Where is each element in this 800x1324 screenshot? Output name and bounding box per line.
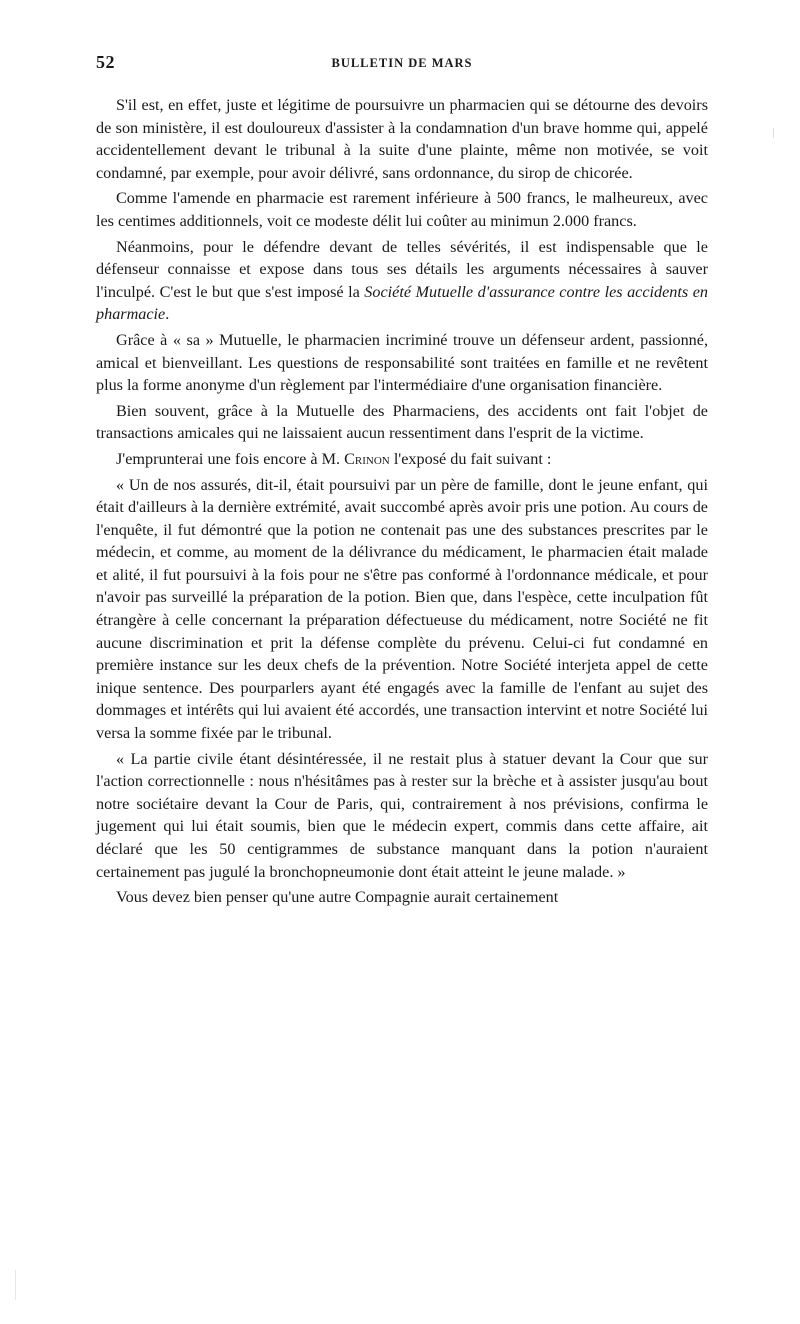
quote-paragraph-1: « Un de nos assurés, dit-il, était poursuivi par un père de famille, dont le jeune enfant, qui était d'ailleurs à la dernière extrémité, avait succombé après avoir pris une potion. Au cours de l'enquête, il fut démontré que la potion ne contenait pas une des substances prescrites par le médecin, et comme, au moment de la délivrance du médicament, le pharmacien était malade et alité, il fut poursuivi à la fois pour ne s'être pas conformé à l'ordonnance médicale, et pour n'avoir pas surveillé la préparation de la potion. Bien que, dans l'espèce, cette inculpation fût étrangère à celle concernant la préparation défectueuse du médicament, notre Société ne fit aucune discrimination et prit la défense complète du prévenu. Celui-ci fut condamné en première instance sur les deux chefs de la prévention. Notre Société interjeta appel de cette inique sentence. Des pourparlers ayant été engagés avec la famille de l'enfant au sujet des dommages et intérêts qui lui avaient été accordés, une transaction intervint et notre Société lui versa la somme fixée par le tribunal. [96, 475, 708, 743]
paragraph-4: Grâce à « sa » Mutuelle, le pharmacien incriminé trouve un défenseur ardent, passionné, amical et bienveillant. Les questions de responsabilité sont traitées en famille et ne revêtent plus la forme anonyme d'un règlement par l'intermédiaire d'une organisation financière. [96, 330, 708, 395]
paragraph-6-text: J'emprunterai une fois encore à M. [116, 449, 345, 468]
paragraph-3-end: . [165, 305, 170, 324]
paragraph-6-end: l'exposé du fait suivant : [389, 449, 552, 468]
paragraph-final: Vous devez bien penser qu'une autre Compagnie aurait certainement [116, 888, 559, 907]
paragraph-6 [96, 448, 708, 471]
paragraph-2: Comme l'amende en pharmacie est rarement inférieure à 500 francs, le malheureux, avec les centimes additionnels, voit ce modeste délit lui coûter au minimun 2.000 francs. [96, 189, 708, 230]
society-name: Société Mutuelle d'assurance contre les accidents en pharmacie [96, 282, 708, 324]
scan-edge-shadow [15, 1270, 16, 1300]
article-body [96, 94, 708, 909]
page-number: 52 [96, 52, 115, 72]
paragraph-3 [96, 236, 708, 326]
running-title: BULLETIN DE MARS [331, 56, 473, 70]
document-page [96, 44, 708, 912]
paragraph-5: Bien souvent, grâce à la Mutuelle des Pharmaciens, des accidents ont fait l'objet de transactions amicales qui ne laissaient aucun ressentiment dans l'esprit de la victime. [96, 401, 708, 443]
running-header [96, 44, 708, 78]
paragraph-1: S'il est, en effet, juste et légitime de poursuivre un pharmacien qui se détourne des devoirs de son ministère, il est douloureux d'assister à la condamnation d'un brave homme qui, appelé accidentellement devant le tribunal à la suite d'une plainte, même non motivée, se voit condamné, par exemple, pour avoir délivré, sans ordonnance, du sirop de chicorée. [96, 96, 708, 182]
scan-edge-mark [773, 128, 774, 138]
paragraph-3-text: Néanmoins, pour le défendre devant de telles sévérités, il est indispensable que le défenseur connaisse et expose dans tous ses détails les arguments nécessaires à sauver l'inculpé. C'est le but que s'est imposé la [96, 237, 708, 301]
quote-paragraph-2: « La partie civile étant désintéressée, il ne restait plus à statuer devant la Cour que sur l'action correctionnelle : nous n'hésitâmes pas à rester sur la brèche et à assister jusqu'au bout notre sociétaire devant la Cour de Paris, qui, contrairement à nos prévisions, confirma le jugement qui lui était soumis, bien que le médecin expert, commis dans cette affaire, ait déclaré que les 50 centigrammes de substance manquant dans la potion n'auraient certainement pas jugulé la bronchopneumonie dont était atteint le jeune malade. » [96, 749, 708, 881]
author-name: Crinon [344, 449, 390, 468]
